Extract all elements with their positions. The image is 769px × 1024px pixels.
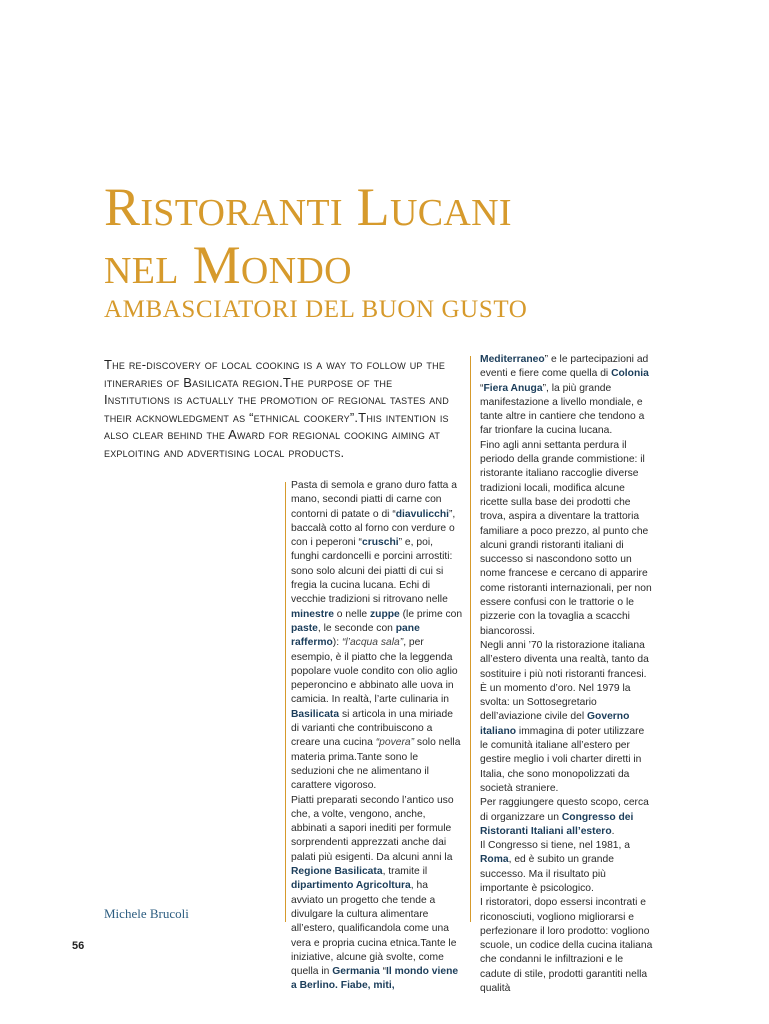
text-run: Pasta di semola e grano duro fatta a mano, secondi piatti di carne con contorni di patate o di “ (291, 480, 457, 520)
highlight-term: Roma (480, 854, 509, 866)
body-paragraph (480, 639, 654, 796)
highlight-term: Colonia (611, 368, 649, 380)
text-run: Negli anni ’70 la ristorazione italiana all’estero diventa una realtà, tanto da sostituire i più noti ristoranti francesi. È un momento d’oro. Nel 1979 la svolta: un Sottosegretario dell’aviazione civile del (480, 639, 649, 723)
text-run: , per esempio, è il piatto che la leggenda popolare vuole condito con olio aglio peperoncino e abbinato alle uova in camicia. In realtà, l’arte culinaria in (291, 637, 458, 706)
article-title-line-1: Ristoranti Lucani (104, 177, 512, 237)
article-title-line-2: nel Mondo (104, 235, 352, 295)
highlight-term: minestre (291, 608, 334, 620)
body-paragraph (291, 479, 463, 794)
text-run: , ed è subito un grande successo. Ma il risultato più importante è psicologico. (480, 854, 614, 894)
text-run: ” e le partecipazioni ad eventi e fiere come quella di (480, 354, 649, 380)
text-run: ”, baccalà cotto al forno con verdure o con i peperoni “ (291, 508, 456, 549)
body-paragraph: Fino agli anni settanta perdura il periodo della grande commistione: il ristorante italiano raccoglie diverse tradizioni locali, modifica alcune ricette sulla base dei prodotti che trova, aspira a diventare la trattoria familiare a poco prezzo, al punto che alcuni grandi ristoranti italiani di successo si nascondono sotto un nome francese e cercano di apparire come ristoranti internazionali, per non essere confusi con le trattorie o le pizzerie con la tovaglia a scacchi biancorossi. (480, 439, 652, 637)
text-run: , ha avviato un progetto che tende a divulgare la cultura alimentare all’estero, qualificandola come una vera e propria cucina etnica.Tante le iniziative, alcune già svolte, come quella in (291, 880, 457, 978)
body-paragraph: I ristoratori, dopo essersi incontrati e riconosciuti, vogliono migliorarsi e perfezionare il loro prodotto: vogliono scuole, un codice della cucina italiana che condanni le infiltrazioni e le cadute di stile, prodotti garantiti nella qualità (480, 897, 653, 995)
italic-term: “povera” (375, 737, 415, 749)
highlight-term: Germania (332, 966, 380, 978)
body-paragraph (480, 839, 654, 896)
text-run: “ (480, 382, 484, 394)
highlight-term: Governo italiano (480, 711, 630, 737)
highlight-term: Regione Basilicata (291, 866, 383, 878)
body-paragraph (291, 794, 463, 994)
highlight-term: Congresso dei Ristoranti Italiani all’estero (480, 811, 634, 837)
body-column-right (480, 353, 654, 996)
text-run: immagina di poter utilizzare le comunità italiane all’estero per gestire meglio i voli charter diretti in Italia, che sono monopolizzati da società straniere. (480, 725, 645, 794)
text-run: “ (379, 966, 387, 978)
text-run: si articola in una miriade di varianti che contribuiscono a creare una cucina (291, 708, 453, 749)
highlight-term: dipartimento Agricoltura (291, 880, 411, 892)
text-run: Per raggiungere questo scopo, cerca di organizzare un (480, 797, 649, 823)
text-run: Il Congresso si tiene, nel 1981, a (480, 840, 630, 852)
column-divider-right (470, 356, 471, 922)
text-run: (le prime con (399, 608, 463, 620)
column-divider-left (285, 482, 286, 922)
text-run: ): (332, 637, 342, 649)
intro-paragraph: The re-discovery of local cooking is a way to follow up the itineraries of Basilicata region.The purpose of the Institutions is actually the promotion of regional tastes and their acknowledgment as “ethnical cookery”.This intention is also clear behind the Award for regional cooking aiming at exploiting and advertising local products. (104, 357, 449, 460)
highlight-term: paste (291, 622, 318, 634)
highlight-term: diavulicchi (395, 508, 449, 520)
body-column-middle (291, 479, 463, 994)
page-number: 56 (72, 940, 85, 952)
text-run: . (611, 825, 615, 837)
highlight-term: Basilicata (291, 708, 340, 720)
text-run: ”, la più grande manifestazione a livello mondiale, e tante altre in cantiere che tendono a far trionfare la cucina lucana. (480, 382, 645, 437)
highlight-term: Mediterraneo (480, 354, 545, 365)
highlight-term: Fiera Anuga (483, 382, 543, 394)
body-paragraph (480, 796, 654, 839)
text-run: , le seconde con (317, 622, 396, 634)
text-run: ” e, poi, funghi cardoncelli e porcini arrostiti: sono solo alcuni dei piatti di cui si fregia la cucina lucana. Echi di vecchie tradizioni si ritrovano nelle (291, 537, 453, 606)
highlight-term: Il mondo viene a Berlino. Fiabe, miti, (291, 966, 459, 992)
text-run: Piatti preparati secondo l’antico uso che, a volte, vengono, anche, abbinati a sapori inediti per formule sorprendenti apprezzati anche dai palati più esigenti. Da alcuni anni la (291, 794, 454, 863)
body-paragraph (480, 353, 654, 439)
text-run: , tramite il (382, 866, 428, 878)
highlight-term: pane raffermo (291, 622, 420, 649)
author-name: Michele Brucoli (104, 906, 189, 921)
highlight-term: cruschi (361, 537, 399, 549)
article-title (104, 178, 664, 294)
article-subtitle: AMBASCIATORI DEL BUON GUSTO (104, 296, 528, 323)
text-run: o nelle (333, 608, 371, 620)
highlight-term: zuppe (370, 608, 400, 620)
text-run: solo nella materia prima.Tante sono le seduzioni che ne alimentano il carattere vigoroso. (291, 737, 461, 792)
italic-term: “l’acqua sala” (341, 637, 404, 649)
